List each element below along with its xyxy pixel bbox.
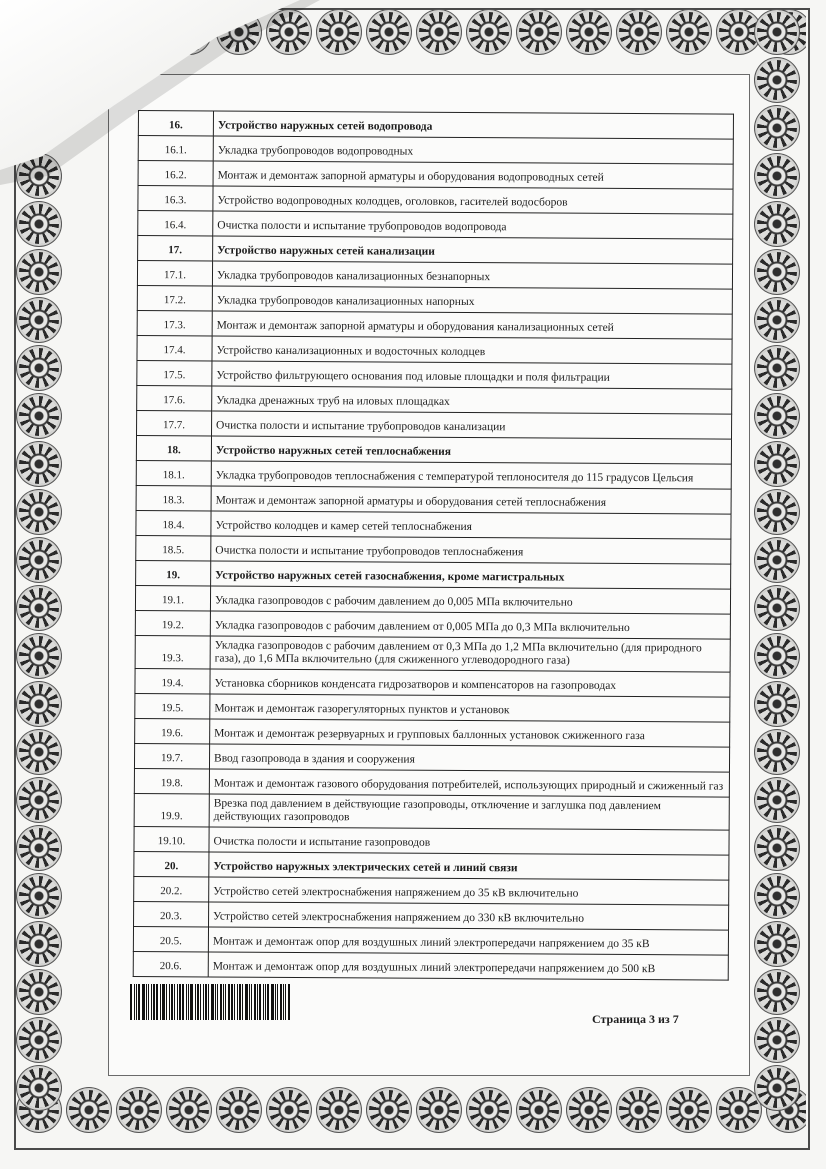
rosette-ornament-icon — [169, 1090, 209, 1130]
row-number: 16.3. — [138, 186, 213, 211]
rosette-ornament-icon — [619, 1090, 659, 1130]
barcode-bar — [254, 984, 256, 1020]
barcode-bar — [265, 984, 266, 1020]
row-number: 18.4. — [136, 510, 211, 535]
rosette-ornament-icon — [757, 252, 797, 292]
row-number: 17.3. — [137, 310, 212, 335]
barcode-bar — [153, 984, 155, 1020]
row-number: 19.5. — [135, 693, 210, 718]
table-row — [137, 385, 732, 414]
table-row — [137, 261, 732, 290]
barcode-bar — [162, 984, 165, 1020]
row-number: 16. — [138, 111, 213, 136]
barcode-bar — [211, 984, 214, 1020]
barcode-bar — [271, 984, 274, 1020]
barcode-bar — [156, 984, 158, 1020]
table-row — [136, 535, 731, 564]
rosette-ornament-icon — [19, 204, 59, 244]
table-row — [135, 668, 730, 697]
table-row — [135, 693, 730, 722]
row-text: Врезка под давлением в действующие газопроводы, отключение и заглушка под давлением действующих газопроводов — [209, 794, 729, 830]
rosette-ornament-icon — [757, 396, 797, 436]
table-row — [138, 186, 733, 215]
rosette-ornament-icon — [757, 348, 797, 388]
rosette-ornament-icon — [19, 444, 59, 484]
row-number: 20.5. — [133, 926, 208, 951]
rosette-ornament-icon — [669, 1090, 709, 1130]
row-number: 17.1. — [137, 261, 212, 286]
rosette-ornament-icon — [269, 1090, 309, 1130]
barcode-icon — [130, 984, 294, 1020]
barcode-bar — [239, 984, 241, 1020]
rosette-ornament-icon — [757, 636, 797, 676]
row-text: Укладка газопроводов с рабочим давлением до 0,005 МПа включительно — [210, 586, 730, 614]
rosette-ornament-icon — [19, 252, 59, 292]
works-table-body — [133, 111, 733, 981]
rosette-ornament-icon — [569, 1090, 609, 1130]
rosette-ornament-icon — [19, 972, 59, 1012]
table-row — [137, 410, 732, 439]
row-number: 17.5. — [137, 360, 212, 385]
barcode-bar — [130, 984, 132, 1020]
section-row — [134, 851, 729, 880]
barcode-bar — [160, 984, 161, 1020]
rosette-ornament-icon — [419, 1090, 459, 1130]
barcode-bar — [220, 984, 222, 1020]
table-row — [134, 743, 729, 772]
rosette-ornament-icon — [19, 492, 59, 532]
row-number: 19. — [136, 560, 211, 585]
rosette-ornament-icon — [757, 12, 797, 52]
rosette-ornament-icon — [757, 60, 797, 100]
table-row — [134, 768, 729, 797]
rosette-ornament-icon — [757, 1020, 797, 1060]
rosette-ornament-icon — [369, 12, 409, 52]
table-row — [136, 485, 731, 514]
rosette-ornament-icon — [519, 12, 559, 52]
rosette-ornament-icon — [757, 300, 797, 340]
rosette-ornament-icon — [757, 1068, 797, 1108]
rosette-ornament-icon — [19, 732, 59, 772]
barcode-bar — [136, 984, 137, 1020]
row-text: Укладка трубопроводов водопроводных — [213, 136, 733, 164]
barcode-bar — [267, 984, 269, 1020]
rosette-ornament-icon — [19, 636, 59, 676]
barcode-bar — [169, 984, 170, 1020]
table-row — [133, 926, 728, 955]
rosette-ornament-icon — [19, 828, 59, 868]
row-number: 17.7. — [137, 410, 212, 435]
table-row — [137, 335, 732, 364]
row-number: 19.1. — [135, 585, 210, 610]
rosette-ornament-icon — [419, 12, 459, 52]
row-text: Укладка газопроводов с рабочим давлением от 0,005 МПа до 0,3 МПа включительно — [210, 611, 730, 639]
row-text: Очистка полости и испытание трубопроводов водопровода — [213, 211, 733, 239]
barcode-bar — [151, 984, 152, 1020]
row-text: Укладка газопроводов с рабочим давлением от 0,3 МПа до 1,2 МПа включительно (для природного газа), до 1,6 МПа включительно (для сжиженного углеводородного газа) — [210, 636, 730, 672]
page-separator: из — [657, 1012, 670, 1026]
row-text: Устройство наружных сетей водопровода — [213, 111, 733, 139]
table-row — [138, 161, 733, 190]
barcode-bar — [177, 984, 178, 1020]
rosette-ornament-icon — [369, 1090, 409, 1130]
rosette-ornament-icon — [757, 780, 797, 820]
row-text: Устройство наружных сетей канализации — [213, 236, 733, 264]
row-text: Очистка полости и испытание трубопроводов канализации — [212, 411, 732, 439]
row-number: 18.1. — [136, 460, 211, 485]
row-text: Устройство сетей электроснабжения напряжением до 35 кВ включительно — [209, 877, 729, 905]
row-text: Очистка полости и испытание трубопроводов теплоснабжения — [211, 536, 731, 564]
barcode-bar — [182, 984, 184, 1020]
rosette-ornament-icon — [19, 348, 59, 388]
barcode-bar — [148, 984, 149, 1020]
barcode-bar — [237, 984, 238, 1020]
barcode-bar — [134, 984, 135, 1020]
barcode-bar — [275, 984, 276, 1020]
rosette-ornament-icon — [757, 492, 797, 532]
rosette-ornament-icon — [757, 684, 797, 724]
row-number: 20. — [134, 851, 209, 876]
rosette-ornament-icon — [319, 12, 359, 52]
barcode-bar — [249, 984, 250, 1020]
table-row — [135, 610, 730, 639]
row-number: 20.6. — [133, 951, 208, 976]
table-row — [136, 510, 731, 539]
row-text: Монтаж и демонтаж резервуарных и групповых баллонных установок сжиженного газа — [210, 719, 730, 747]
row-number: 19.2. — [135, 610, 210, 635]
rosette-ornament-icon — [757, 156, 797, 196]
row-text: Укладка трубопроводов канализационных напорных — [212, 286, 732, 314]
table-row — [137, 310, 732, 339]
rosette-ornament-icon — [757, 204, 797, 244]
table-row — [136, 460, 731, 489]
table-row — [134, 901, 729, 930]
barcode-bar — [288, 984, 290, 1020]
table-row — [135, 635, 730, 672]
row-text: Монтаж и демонтаж газорегуляторных пунктов и установок — [210, 694, 730, 722]
barcode-bar — [146, 984, 147, 1020]
table-row — [134, 793, 729, 830]
rosette-ornament-icon — [19, 876, 59, 916]
table-row — [134, 876, 729, 905]
border-ornament-right — [752, 8, 806, 1146]
rosette-ornament-icon — [319, 1090, 359, 1130]
rosette-ornament-icon — [757, 108, 797, 148]
barcode-bar — [208, 984, 209, 1020]
table-row — [133, 951, 728, 980]
section-row — [136, 435, 731, 464]
rosette-ornament-icon — [757, 588, 797, 628]
border-ornament-bottom — [14, 1086, 806, 1146]
rosette-ornament-icon — [757, 540, 797, 580]
rosette-ornament-icon — [757, 972, 797, 1012]
row-text: Очистка полости и испытание газопроводов — [209, 827, 729, 855]
row-number: 17.6. — [137, 385, 212, 410]
barcode-bar — [188, 984, 189, 1020]
row-number: 19.10. — [134, 826, 209, 851]
barcode-bar — [186, 984, 187, 1020]
barcode-bar — [228, 984, 230, 1020]
works-table — [133, 110, 734, 981]
barcode-bar — [200, 984, 201, 1020]
row-text: Монтаж и демонтаж опор для воздушных линий электропередачи напряжением до 500 кВ — [208, 952, 728, 980]
rosette-ornament-icon — [19, 684, 59, 724]
barcode-bar — [197, 984, 199, 1020]
rosette-ornament-icon — [469, 1090, 509, 1130]
table-row — [138, 211, 733, 240]
row-number: 16.4. — [138, 211, 213, 236]
row-text: Монтаж и демонтаж газового оборудования потребителей, использующих природный и сжиженный газ — [209, 769, 729, 797]
barcode-bar — [138, 984, 140, 1020]
rosette-ornament-icon — [119, 1090, 159, 1130]
rosette-ornament-icon — [569, 12, 609, 52]
row-text: Монтаж и демонтаж опор для воздушных линий электропередачи напряжением до 35 кВ — [208, 927, 728, 955]
table-row — [138, 136, 733, 165]
page-current: 3 — [648, 1012, 655, 1026]
row-number: 19.3. — [135, 635, 210, 668]
row-number: 17.2. — [137, 285, 212, 310]
rosette-ornament-icon — [669, 12, 709, 52]
row-number: 19.4. — [135, 668, 210, 693]
row-text: Устройство фильтрующего основания под иловые площадки и поля фильтрации — [212, 361, 732, 389]
row-number: 19.6. — [135, 718, 210, 743]
barcode-bar — [283, 984, 284, 1020]
row-text: Устройство сетей электроснабжения напряжением до 330 кВ включительно — [209, 902, 729, 930]
page-total: 7 — [672, 1012, 679, 1026]
rosette-ornament-icon — [19, 396, 59, 436]
rosette-ornament-icon — [19, 1068, 59, 1108]
row-text: Укладка дренажных труб на иловых площадках — [212, 386, 732, 414]
row-text: Устройство водопроводных колодцев, оголовков, гасителей водосборов — [213, 186, 733, 214]
barcode-bar — [251, 984, 252, 1020]
barcode-bar — [171, 984, 173, 1020]
rosette-ornament-icon — [19, 924, 59, 964]
row-text: Устройство колодцев и камер сетей теплоснабжения — [211, 511, 731, 539]
row-text: Устройство наружных сетей теплоснабжения — [211, 436, 731, 464]
row-text: Устройство канализационных и водосточных колодцев — [212, 336, 732, 364]
rosette-ornament-icon — [757, 444, 797, 484]
barcode-bar — [174, 984, 175, 1020]
barcode-bar — [231, 984, 233, 1020]
barcode-bar — [277, 984, 278, 1020]
row-number: 18. — [136, 435, 211, 460]
row-number: 16.2. — [138, 161, 213, 186]
works-list — [133, 110, 734, 981]
barcode-bar — [259, 984, 261, 1020]
row-text: Монтаж и демонтаж запорной арматуры и оборудования водопроводных сетей — [213, 161, 733, 189]
barcode-bar — [215, 984, 216, 1020]
section-row — [136, 560, 731, 589]
barcode-bar — [190, 984, 193, 1020]
row-text: Укладка трубопроводов теплоснабжения с температурой теплоносителя до 115 градусов Цельсия — [211, 461, 731, 489]
barcode-bar — [245, 984, 248, 1020]
rosette-ornament-icon — [469, 12, 509, 52]
row-text: Ввод газопровода в здания и сооружения — [209, 744, 729, 772]
barcode-bar — [217, 984, 218, 1020]
row-number: 18.5. — [136, 535, 211, 560]
row-text: Устройство наружных сетей газоснабжения, кроме магистральных — [211, 561, 731, 589]
table-row — [137, 285, 732, 314]
row-text: Монтаж и демонтаж запорной арматуры и оборудования канализационных сетей — [212, 311, 732, 339]
page-counter — [592, 1012, 679, 1027]
row-number: 20.3. — [134, 901, 209, 926]
table-row — [135, 718, 730, 747]
row-number: 19.8. — [134, 768, 209, 793]
row-text: Установка сборников конденсата гидрозатворов и компенсаторов на газопроводах — [210, 669, 730, 697]
barcode-bar — [142, 984, 145, 1020]
row-text: Укладка трубопроводов канализационных безнапорных — [212, 261, 732, 289]
rosette-ornament-icon — [19, 300, 59, 340]
barcode-bar — [257, 984, 258, 1020]
section-row — [138, 111, 733, 140]
barcode-bar — [205, 984, 207, 1020]
section-row — [138, 236, 733, 265]
rosette-ornament-icon — [219, 1090, 259, 1130]
barcode-bar — [225, 984, 226, 1020]
rosette-ornament-icon — [619, 12, 659, 52]
row-number: 19.7. — [134, 743, 209, 768]
rosette-ornament-icon — [19, 1020, 59, 1060]
rosette-ornament-icon — [757, 924, 797, 964]
barcode-bar — [203, 984, 204, 1020]
barcode-bar — [242, 984, 243, 1020]
table-row — [137, 360, 732, 389]
rosette-ornament-icon — [519, 1090, 559, 1130]
barcode-bar — [285, 984, 286, 1020]
row-number: 16.1. — [138, 136, 213, 161]
row-number: 18.3. — [136, 485, 211, 510]
barcode-bar — [195, 984, 196, 1020]
rosette-ornament-icon — [757, 732, 797, 772]
row-text: Устройство наружных электрических сетей и линий связи — [209, 852, 729, 880]
table-row — [135, 585, 730, 614]
rosette-ornament-icon — [757, 828, 797, 868]
rosette-ornament-icon — [19, 540, 59, 580]
barcode-bar — [234, 984, 235, 1020]
row-number: 17. — [138, 236, 213, 261]
table-row — [134, 826, 729, 855]
row-number: 19.9. — [134, 793, 209, 826]
row-number: 20.2. — [134, 876, 209, 901]
barcode-bar — [280, 984, 282, 1020]
barcode-bar — [179, 984, 181, 1020]
row-number: 17.4. — [137, 335, 212, 360]
rosette-ornament-icon — [19, 588, 59, 628]
barcode-bar — [263, 984, 264, 1020]
barcode-bar — [166, 984, 167, 1020]
rosette-ornament-icon — [19, 780, 59, 820]
row-text: Монтаж и демонтаж запорной арматуры и оборудования сетей теплоснабжения — [211, 486, 731, 514]
rosette-ornament-icon — [757, 876, 797, 916]
page-label: Страница — [592, 1012, 646, 1026]
barcode-bar — [223, 984, 224, 1020]
